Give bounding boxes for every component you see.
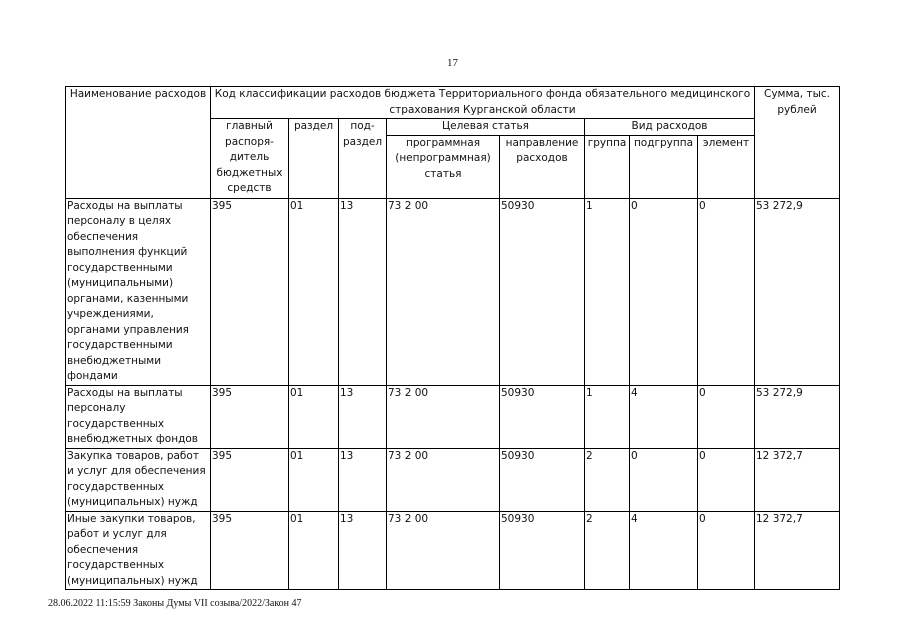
table-row (66, 385, 840, 448)
row-element: 0 (698, 385, 755, 448)
row-sum: 53 272,9 (755, 198, 840, 385)
row-subgroup: 0 (630, 198, 698, 385)
document-footer: 28.06.2022 11:15:59 Законы Думы VII созыва/2022/Закон 47 (48, 598, 302, 609)
row-direction: 50930 (500, 448, 585, 511)
header-element: элемент (698, 135, 755, 198)
row-name: Закупка товаров, работ и услуг для обеспечения государственных (муниципальных) нужд (66, 448, 211, 511)
header-subgroup: подгруппа (630, 135, 698, 198)
table-row (66, 511, 840, 590)
row-name: Расходы на выплаты персоналу государственных внебюджетных фондов (66, 385, 211, 448)
table-row (66, 198, 840, 385)
row-subgroup: 4 (630, 511, 698, 590)
row-subsection: 13 (339, 198, 387, 385)
row-section: 01 (289, 198, 339, 385)
row-sum: 53 272,9 (755, 385, 840, 448)
row-admin: 395 (211, 385, 289, 448)
row-group: 1 (585, 385, 630, 448)
row-subgroup: 0 (630, 448, 698, 511)
row-subsection: 13 (339, 511, 387, 590)
row-subsection: 13 (339, 385, 387, 448)
row-element: 0 (698, 511, 755, 590)
row-admin: 395 (211, 198, 289, 385)
header-program: программная (непрограммная) статья (387, 135, 500, 198)
header-target-article: Целевая статья (387, 119, 585, 136)
row-element: 0 (698, 198, 755, 385)
row-sum: 12 372,7 (755, 448, 840, 511)
header-sum: Сумма, тыс. рублей (755, 87, 840, 199)
header-row-1 (66, 87, 840, 119)
header-expense-type: Вид расходов (585, 119, 755, 136)
header-direction: направление расходов (500, 135, 585, 198)
row-element: 0 (698, 448, 755, 511)
row-name: Расходы на выплаты персоналу в целях обеспечения выполнения функций государственными (муниципальными) органами, казенными учреждениями, органами управления государственными внебюджетными фондами (66, 198, 211, 385)
budget-table (65, 86, 840, 590)
row-program: 73 2 00 (387, 448, 500, 511)
row-program: 73 2 00 (387, 511, 500, 590)
row-group: 1 (585, 198, 630, 385)
row-name: Иные закупки товаров, работ и услуг для обеспечения государственных (муниципальных) нужд (66, 511, 211, 590)
row-group: 2 (585, 511, 630, 590)
table-row (66, 448, 840, 511)
header-code: Код классификации расходов бюджета Территориального фонда обязательного медицинского страхования Курганской области (211, 87, 755, 119)
row-section: 01 (289, 448, 339, 511)
row-direction: 50930 (500, 385, 585, 448)
row-direction: 50930 (500, 198, 585, 385)
row-section: 01 (289, 511, 339, 590)
row-sum: 12 372,7 (755, 511, 840, 590)
row-admin: 395 (211, 511, 289, 590)
header-section: раздел (289, 119, 339, 199)
row-section: 01 (289, 385, 339, 448)
header-main-admin: главный распоря-дитель бюджетных средств (211, 119, 289, 199)
row-subsection: 13 (339, 448, 387, 511)
row-direction: 50930 (500, 511, 585, 590)
header-subsection: под-раздел (339, 119, 387, 199)
page-number: 17 (447, 57, 458, 69)
row-subgroup: 4 (630, 385, 698, 448)
row-program: 73 2 00 (387, 385, 500, 448)
header-group: группа (585, 135, 630, 198)
row-admin: 395 (211, 448, 289, 511)
row-program: 73 2 00 (387, 198, 500, 385)
row-group: 2 (585, 448, 630, 511)
header-name: Наименование расходов (66, 87, 211, 199)
